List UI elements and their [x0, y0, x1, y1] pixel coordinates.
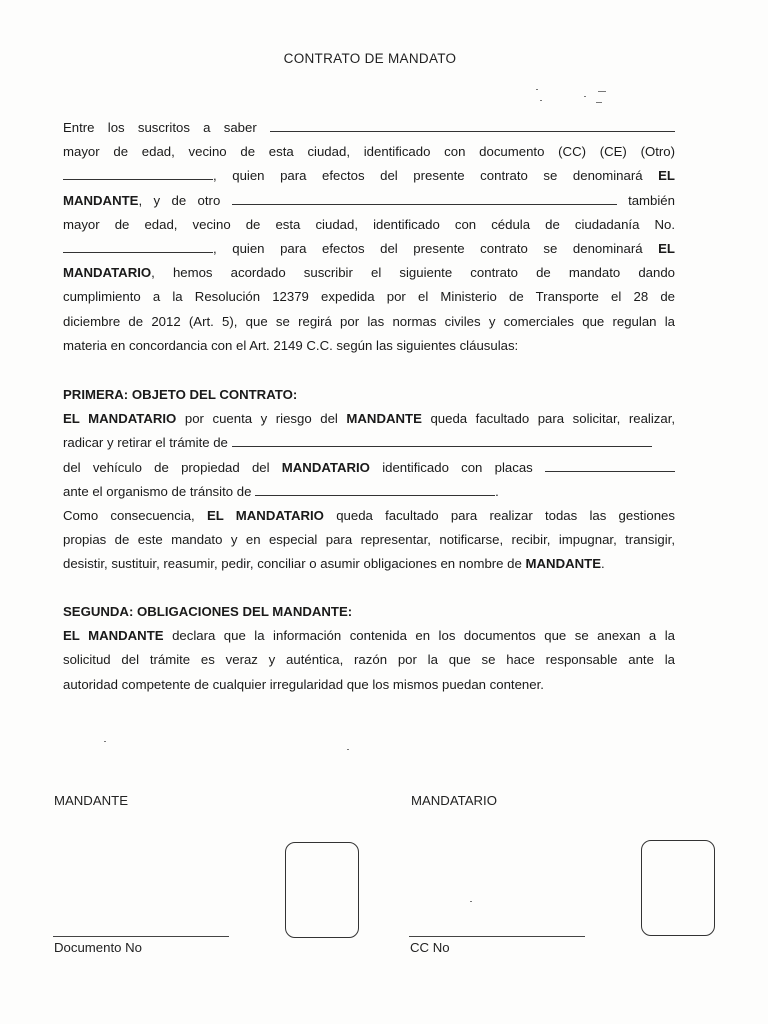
- paragraph-line: MANDATARIO, hemos acordado suscribir el siguiente contrato de mandato dando: [63, 265, 675, 281]
- opening-paragraph: [63, 116, 675, 358]
- section-primera: [63, 383, 675, 577]
- mandatario-name-blank[interactable]: [232, 191, 617, 205]
- scan-speck: [540, 100, 542, 101]
- parties-name-blank[interactable]: [270, 118, 675, 132]
- scan-speck: [470, 901, 472, 902]
- paragraph-line: desistir, sustituir, reasumir, pedir, conciliar o asumir obligaciones en nombre de MANDANTE.: [63, 556, 605, 572]
- mandante-signature-label: MANDANTE: [54, 793, 128, 808]
- scan-speck: [347, 749, 349, 750]
- organismo-transito-blank[interactable]: [255, 482, 495, 496]
- tramite-blank[interactable]: [232, 433, 652, 447]
- paragraph-line: diciembre de 2012 (Art. 5), que se regirá por las normas civiles y comerciales que regulan la: [63, 313, 675, 329]
- mandatario-document-label: CC No: [410, 940, 450, 955]
- paragraph-line: propias de este mandato y en especial para representar, notificarse, recibir, impugnar, transigir,: [63, 532, 675, 548]
- paragraph-line: mayor de edad, vecino de esta ciudad, identificado con cédula de ciudadanía No.: [63, 216, 675, 232]
- paragraph-line: EL MANDATARIO por cuenta y riesgo del MANDANTE queda facultado para solicitar, realizar,: [63, 411, 676, 427]
- scan-speck: [536, 89, 538, 90]
- paragraph-line: , quien para efectos del presente contrato se denominará EL: [63, 237, 675, 261]
- mandante-fingerprint-box: [285, 842, 359, 938]
- section-segunda: [63, 600, 675, 697]
- paragraph-line: solicitud del trámite es veraz y auténtica, razón por la que se hace responsable ante la: [63, 652, 675, 668]
- paragraph-line: Como consecuencia, EL MANDATARIO queda facultado para realizar todas las gestiones: [63, 507, 675, 523]
- mandatario-fingerprint-box: [641, 840, 715, 936]
- scan-speck: [596, 102, 602, 103]
- document-title: CONTRATO DE MANDATO: [283, 51, 457, 66]
- mandatario-signature-line[interactable]: [409, 936, 585, 937]
- placas-blank[interactable]: [545, 458, 675, 472]
- mandante-signature-line[interactable]: [53, 936, 229, 937]
- scan-speck: [104, 741, 106, 742]
- paragraph-line: , quien para efectos del presente contrato se denominará EL: [63, 164, 675, 188]
- scan-speck: [584, 96, 586, 97]
- section-heading: PRIMERA: OBJETO DEL CONTRATO:: [63, 387, 298, 402]
- paragraph-line: cumplimiento a la Resolución 12379 expedida por el Ministerio de Transporte el 28 de: [63, 289, 675, 305]
- paragraph-line: Entre los suscritos a saber: [63, 116, 675, 140]
- mandante-document-label: Documento No: [54, 940, 142, 955]
- mandatario-id-blank[interactable]: [63, 239, 213, 253]
- section-heading: SEGUNDA: OBLIGACIONES DEL MANDANTE:: [63, 604, 353, 619]
- mandatario-signature-label: MANDATARIO: [411, 793, 497, 808]
- paragraph-line: EL MANDANTE declara que la información contenida en los documentos que se anexan a la: [63, 628, 675, 644]
- paragraph-line: del vehículo de propiedad del MANDATARIO identificado con placas: [63, 456, 675, 480]
- scan-speck: [598, 91, 606, 92]
- paragraph-line: ante el organismo de tránsito de .: [63, 483, 499, 499]
- paragraph-line: materia en concordancia con el Art. 2149 C.C. según las siguientes cláusulas:: [63, 337, 519, 353]
- paragraph-line: MANDANTE, y de otro también: [63, 192, 675, 208]
- paragraph-line: radicar y retirar el trámite de: [63, 431, 675, 455]
- mandante-document-blank[interactable]: [63, 166, 213, 180]
- paragraph-line: autoridad competente de cualquier irregularidad que los mismos puedan contener.: [63, 676, 544, 692]
- paragraph-line: mayor de edad, vecino de esta ciudad, identificado con documento (CC) (CE) (Otro): [63, 144, 675, 160]
